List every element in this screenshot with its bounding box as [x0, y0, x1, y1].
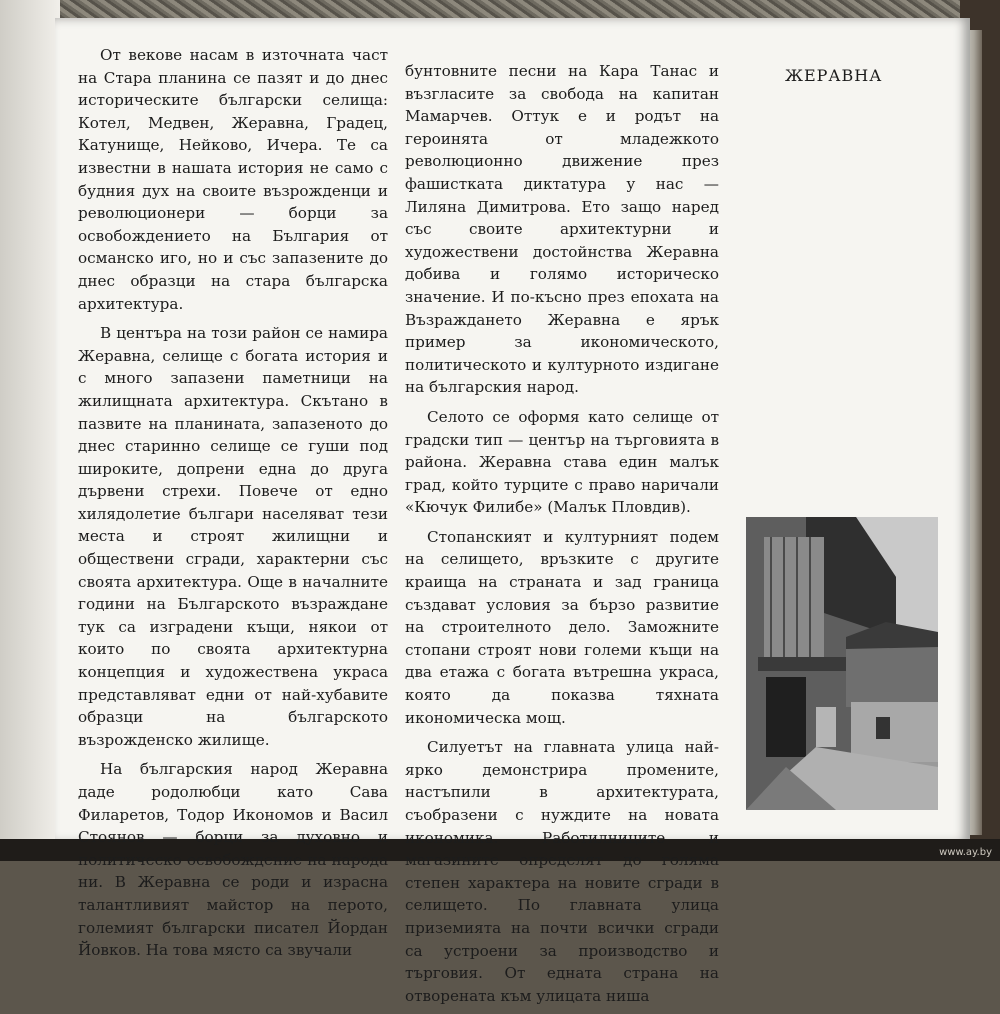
street-photo — [746, 517, 938, 810]
text-column-1 — [78, 44, 388, 969]
paragraph: Силуетът на главната улица най-ярко демонстрира промените, настъпили в архитектурата, съобразени с нуждите на новата икономика. Работилниците и магазините определят до голяма степен характера на новите сгради в селището. По главната улица приземията на почти всички сгради са устроени за производство и търговия. От едната страна на отворената към улицата ниша — [405, 738, 719, 1005]
watermark: www.ay.by — [939, 847, 992, 858]
section-title: ЖЕРАВНА — [785, 66, 883, 85]
paragraph: Селото се оформя като селище от градски тип — център на търговията в района. Жеравна става един малък град, който турците с право наричали «Кючук Филибе» (Малък Пловдив). — [405, 407, 719, 517]
paragraph: От векове насам в източната част на Стара планина се пазят и до днес историческите български селища: Котел, Медвен, Жеравна, Градец, Катунище, Нейково, Ичера. Те са известни в нашата история не само с будния дух на своите възрожденци и революционери — борци за освобождението на България от османско иго, но и със запазените до днес образци на стара българска архитектура. — [78, 46, 388, 313]
paragraph: бунтовните песни на Кара Танас и възгласите за свобода на капитан Мамарчев. Оттук е и родът на героинята от младежкото революционно движение през фашистката диктатура у нас — Лиляна Димитрова. Ето защо наред със своите архитектурни и художествени достойнства Жеравна добива и голямо историческо значение. И по-късно през епохата на Възраждането Жеравна е ярък пример за икономическото, политическото и културното издигане на българския народ. — [405, 62, 719, 397]
text-column-2 — [405, 60, 719, 1014]
paragraph: Стопанският и културният подем на селището, връзките с другите краища на страната и зад граница създават условия за бързо развитие на строителното дело. Заможните стопани строят нови големи къщи на два етажа с богата вътрешна украса, която да показва тяхната икономическа мощ. — [405, 527, 719, 727]
paragraph: В центъра на този район се намира Жеравна, селище с богата история и с много запазени паметници на жилищната архитектура. Скътано в пазвите на планината, запазеното до днес старинно селище се гуши под широките, допрени една до друга дървени стрехи. Повече от едно хилядолетие българи населяват тези места и строят жилищни и обществени сгради, характерни със своята архитектура. Още в началните години на Българското възраждане тук са изградени къщи, някои от които по своята архитектурна концепция и художествена украса представляват едни от най-хубавите образци на българското възрожденско жилище. — [78, 324, 388, 749]
left-page-edge — [0, 0, 60, 845]
paragraph: На българския народ Жеравна даде родолюбци като Сава Филаретов, Тодор Икономов и Васил Стоянов — борци за духовно и политическо освобождение на народа ни. В Жеравна се роди и израсна талантливият майстор на перото, големият български писател Йордан Йовков. На това място са звучали — [78, 760, 388, 960]
